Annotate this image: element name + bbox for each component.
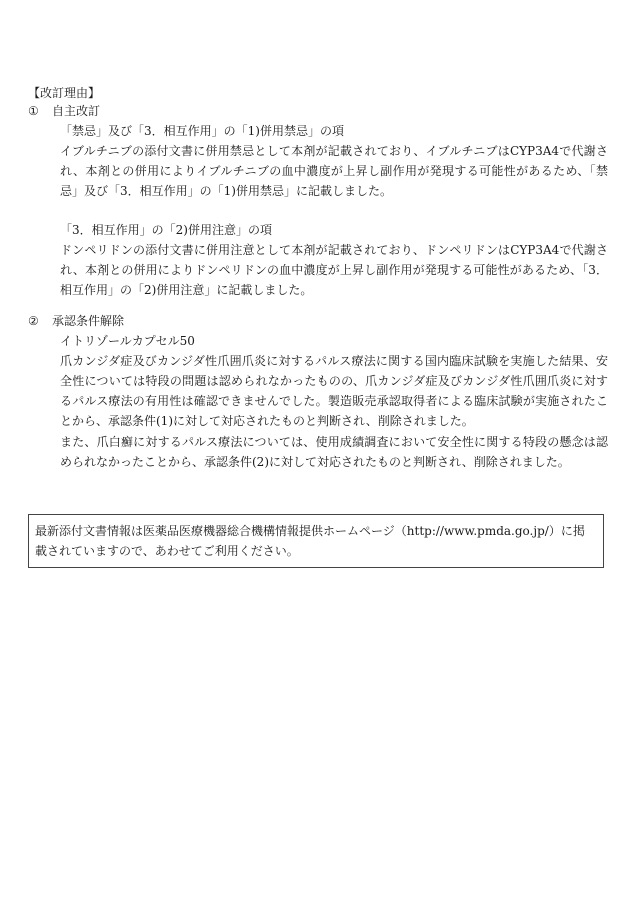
item-voluntary-revision <box>28 102 608 300</box>
notice-text: 最新添付文書情報は医薬品医療機器総合機構情報提供ホームページ（http://www.pmda.go.jp/）に掲載されていますので、あわせてご利用ください。 <box>35 524 585 558</box>
subsection-title: 「3．相互作用」の「2)併用注意」の項 <box>60 223 272 237</box>
revision-reason-heading: 【改訂理由】 <box>28 86 101 100</box>
item-number: ② <box>28 314 39 328</box>
spacer <box>28 201 608 219</box>
paragraph: ドンペリドンの添付文書に併用注意として本剤が記載されており、ドンペリドンはCYP3A4で代謝され、本剤との併用によりドンペリドンの血中濃度が上昇し副作用が発現する可能性があるため、「3．相互作用」の「2)併用注意」に記載しました。 <box>60 243 608 297</box>
subsection-title: 「禁忌」及び「3．相互作用」の「1)併用禁忌」の項 <box>60 124 344 138</box>
product-name: イトリゾールカプセル50 <box>60 334 195 348</box>
item-approval-condition-removal <box>28 312 608 472</box>
item-heading <box>28 312 608 330</box>
paragraph: また、爪白癬に対するパルス療法については、使用成績調査において安全性に関する特段の懸念は認められなかったことから、承認条件(2)に対して対応されたものと判断され、削除されました。 <box>60 435 608 469</box>
paragraph: イブルチニブの添付文書に併用禁忌として本剤が記載されており、イブルチニブはCYP3A4で代謝され、本剤との併用によりイブルチニブの血中濃度が上昇し副作用が発現する可能性があるため、「禁忌」及び「3．相互作用」の「1)併用禁忌」に記載しました。 <box>60 144 608 198</box>
item-heading <box>28 102 608 120</box>
item-title: 自主改訂 <box>52 104 101 118</box>
paragraph: 爪カンジダ症及びカンジダ性爪囲爪炎に対するパルス療法に関する国内臨床試験を実施した結果、安全性については特段の問題は認められなかったものの、爪カンジダ症及びカンジダ性爪囲爪炎に対するパルス療法の有用性は確認できませんでした。製造販売承認取得者による臨床試験が実施されたことから、承認条件(1)に対して対応されたものと判断され、削除されました。 <box>60 354 608 428</box>
item-title: 承認条件解除 <box>52 314 125 328</box>
notice-box <box>28 514 604 568</box>
item-number: ① <box>28 104 39 118</box>
